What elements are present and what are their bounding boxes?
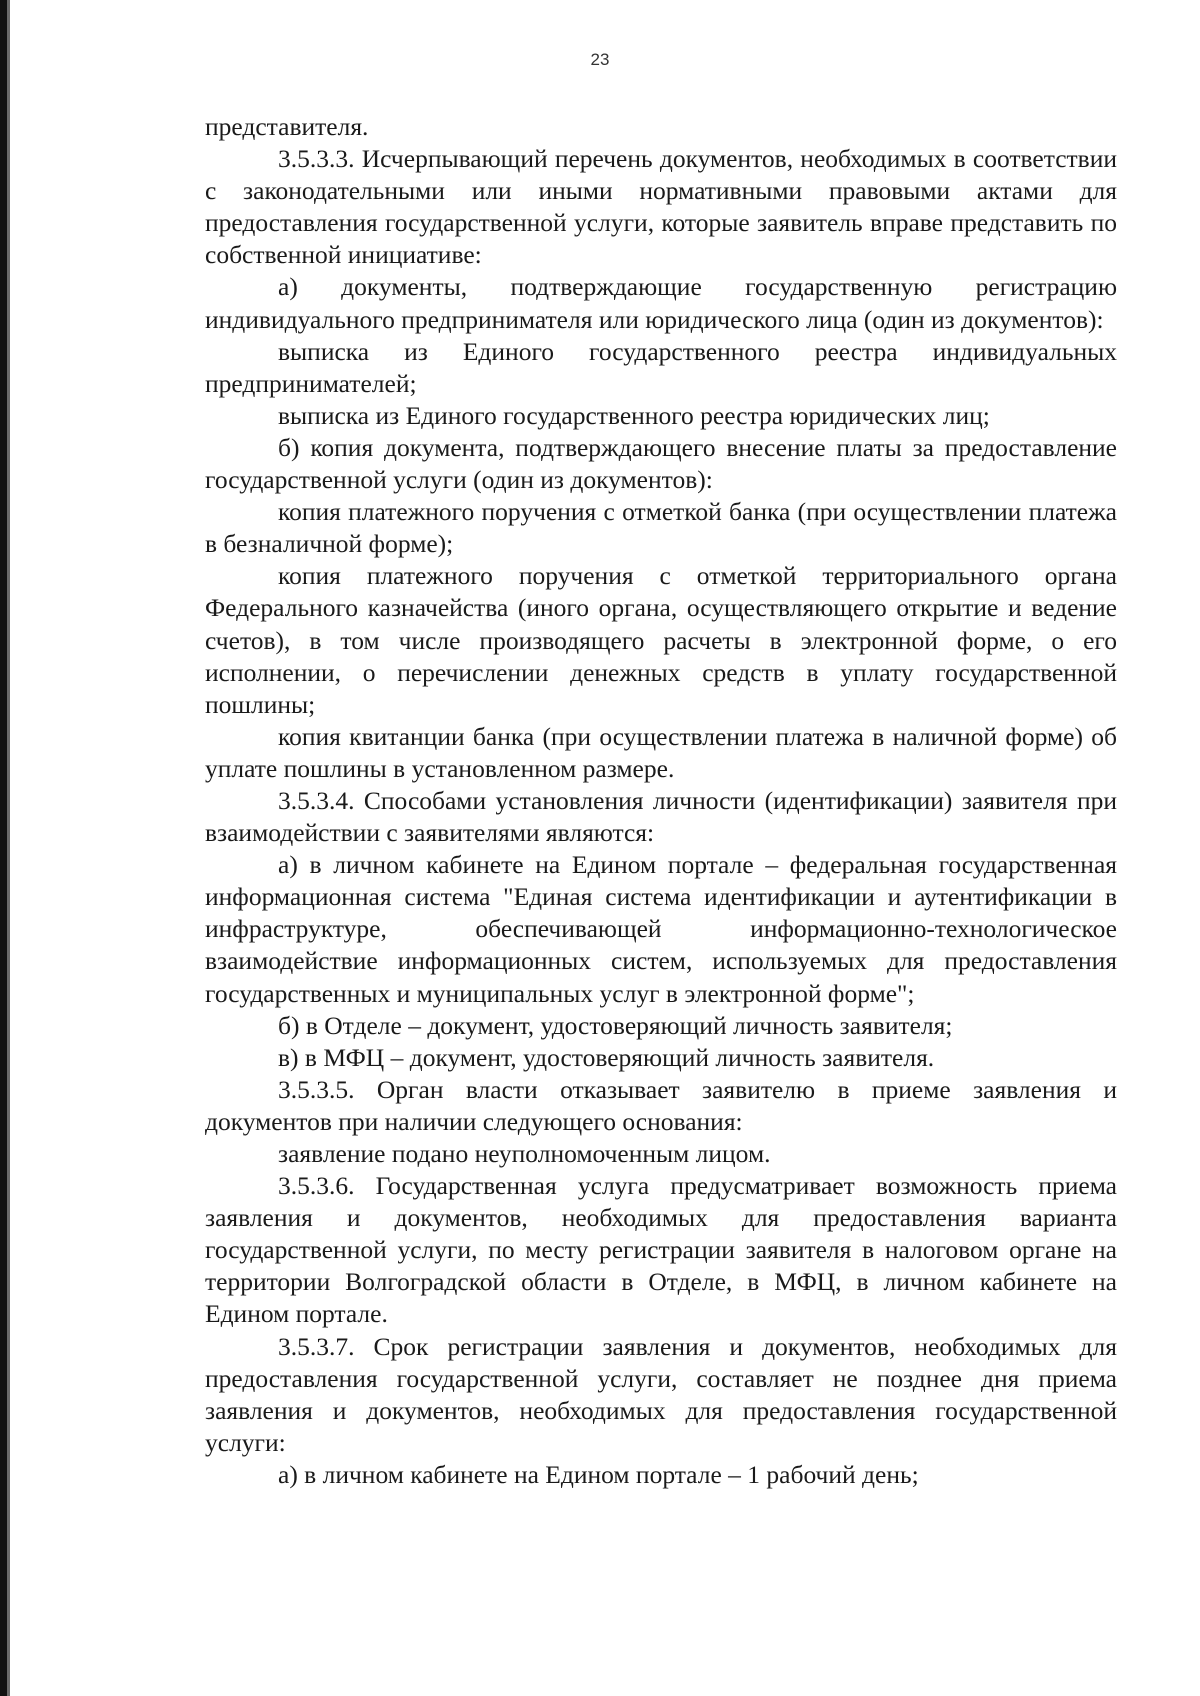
paragraph-bank-receipt: копия квитанции банка (при осуществлении платежа в наличной форме) об уплате пошлины в установленном размере.	[205, 721, 1117, 783]
scan-edge-shadow	[0, 0, 7, 1696]
paragraph-payment-order-bank: копия платежного поручения с отметкой банка (при осуществлении платежа в безналичной форме);	[205, 497, 1117, 559]
paragraph-item-a-registration-docs: а) документы, подтверждающие государственную регистрацию индивидуального предпринимателя или юридического лица (один из документов):	[205, 272, 1117, 334]
paragraph-payment-order-treasury: копия платежного поручения с отметкой территориального органа Федерального казначейства (иного органа, осуществляющего открытие и ведение счетов), в том числе производящего расчеты в электронной форме, о его исполнении, о перечислении денежных средств в уплату государственной пошлины;	[205, 561, 1117, 719]
paragraph-3-5-3-7: 3.5.3.7. Срок регистрации заявления и документов, необходимых для предоставления государственной услуги, составляет не позднее дня приема заявления и документов, необходимых для предоставления государственной услуги:	[205, 1331, 1117, 1457]
document-body	[205, 111, 1117, 1491]
paragraph-3-5-3-5: 3.5.3.5. Орган власти отказывает заявителю в приеме заявления и документов при наличии следующего основания:	[205, 1074, 1117, 1136]
page-number: 23	[590, 50, 610, 69]
paragraph-3-5-3-6: 3.5.3.6. Государственная услуга предусматривает возможность приема заявления и документов, необходимых для предоставления варианта государственной услуги, по месту регистрации заявителя в налоговом органе на территории Волгоградской области в Отделе, в МФЦ, в личном кабинете на Едином портале.	[205, 1171, 1117, 1329]
paragraph-item-b-department: б) в Отделе – документ, удостоверяющий личность заявителя;	[278, 1010, 953, 1040]
paragraph-egrul-extract: выписка из Единого государственного реестра юридических лиц;	[278, 400, 990, 430]
paragraph-item-b-payment-doc: б) копия документа, подтверждающего внесение платы за предоставление государственной услуги (один из документов):	[205, 432, 1117, 495]
paragraph-item-v-mfc: в) в МФЦ – документ, удостоверяющий личность заявителя.	[278, 1042, 935, 1072]
paragraph-item-a-esia: а) в личном кабинете на Едином портале – федеральная государственная информационная система "Единая система идентификации и аутентификации в инфраструктуре, обеспечивающей информационно-технологическое взаимодействие информационных систем, используемых для предоставления государственных и муниципальных услуг в электронной форме";	[205, 850, 1117, 1008]
scan-edge-gradient	[7, 0, 10, 1696]
paragraph-item-a-portal-term: а) в личном кабинете на Едином портале – 1 рабочий день;	[278, 1459, 919, 1489]
paragraph-3-5-3-3: 3.5.3.3. Исчерпывающий перечень документов, необходимых в соответствии с законодательными или иными нормативными правовыми актами для предоставления государственной услуги, которые заявитель вправе представить по собственной инициативе:	[205, 144, 1117, 270]
paragraph-representative-end: представителя.	[205, 112, 369, 141]
paragraph-3-5-3-4: 3.5.3.4. Способами установления личности (идентификации) заявителя при взаимодействии с заявителями являются:	[205, 785, 1117, 848]
paragraph-unauthorized-person: заявление подано неуполномоченным лицом.	[278, 1139, 771, 1168]
paragraph-egrip-extract: выписка из Единого государственного реестра индивидуальных предпринимателей;	[205, 336, 1117, 398]
